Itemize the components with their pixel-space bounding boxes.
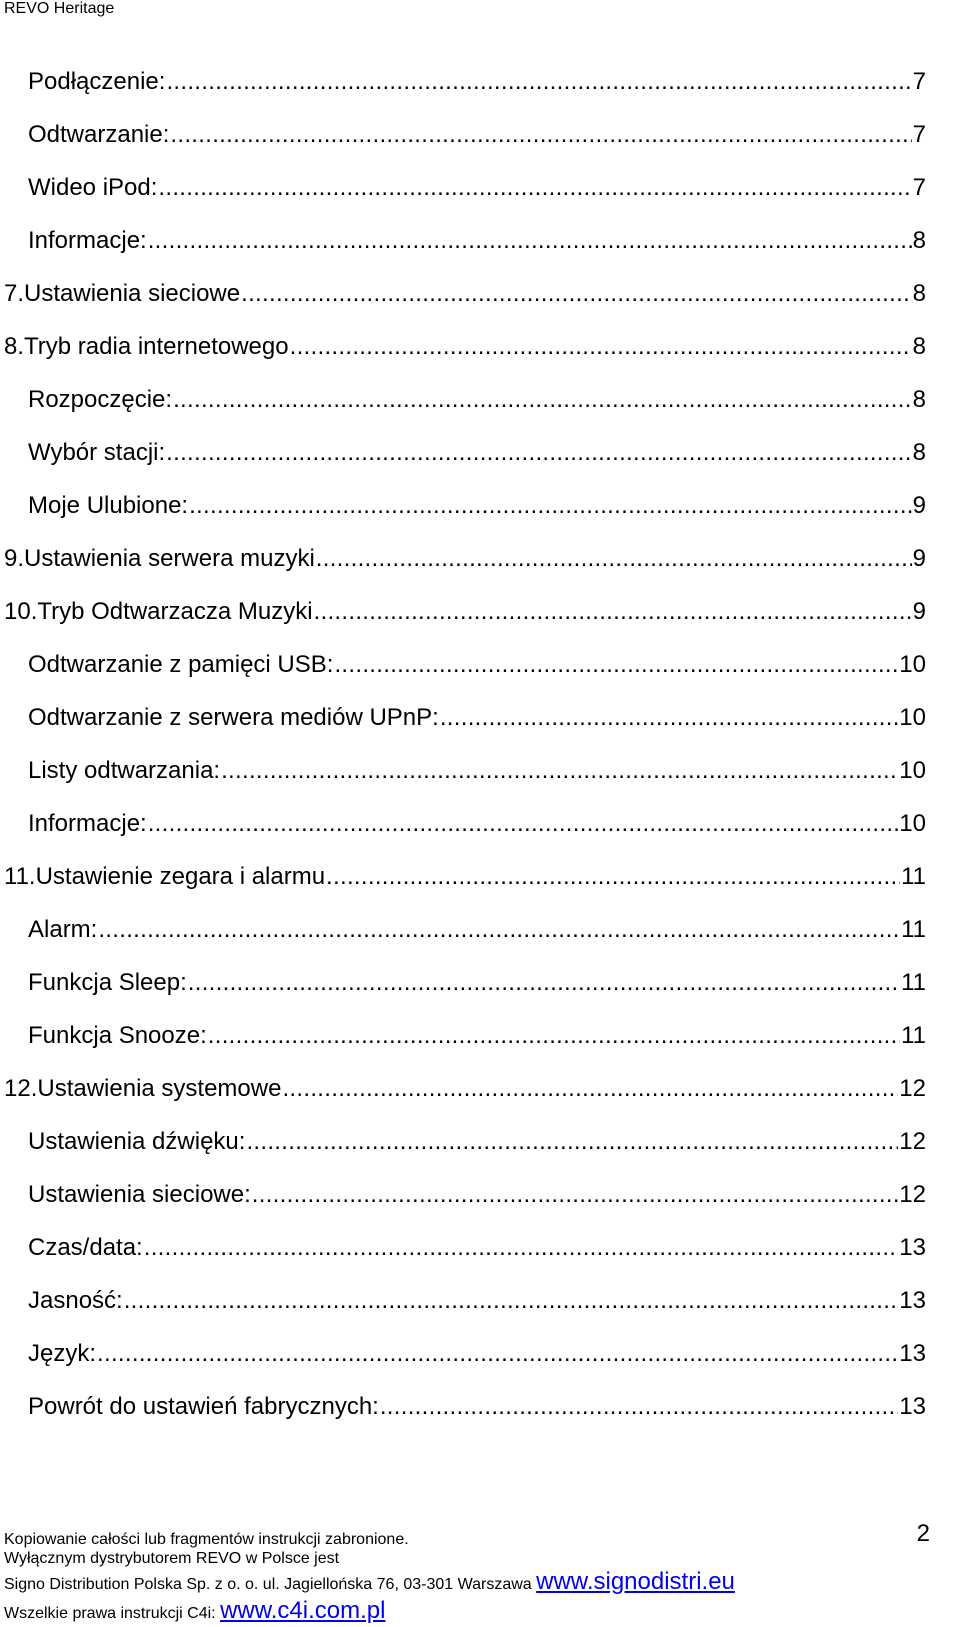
toc-leader-dots <box>440 698 898 738</box>
toc-entry-page[interactable]: 8 <box>912 439 926 466</box>
toc-leader-dots <box>314 592 912 632</box>
toc-leader-dots <box>246 1122 898 1162</box>
toc-entry-label[interactable]: Moje Ulubione: <box>28 492 189 519</box>
toc-entry-label[interactable]: Odtwarzanie z pamięci USB: <box>28 651 334 678</box>
toc-entry-label[interactable]: Funkcja Snooze: <box>28 1022 207 1049</box>
toc-entry-page[interactable]: 8 <box>912 280 926 307</box>
toc-entry-page[interactable]: 12 <box>899 1075 926 1102</box>
footer-company-line <box>4 1569 735 1598</box>
toc-entry-page[interactable]: 9 <box>912 545 926 572</box>
toc-entry[interactable] <box>28 221 926 261</box>
toc-entry[interactable] <box>4 327 926 367</box>
toc-entry-label[interactable]: Odtwarzanie: <box>28 121 170 148</box>
distributor-website-link[interactable]: www.signodistri.eu <box>536 1568 735 1595</box>
toc-entry-label[interactable]: Informacje: <box>28 810 147 837</box>
toc-entry-page[interactable]: 11 <box>901 1022 926 1049</box>
toc-entry-label[interactable]: Ustawienia dźwięku: <box>28 1128 246 1155</box>
toc-entry[interactable] <box>28 168 926 208</box>
toc-leader-dots <box>166 62 911 102</box>
toc-leader-dots <box>124 1281 899 1321</box>
toc-entry-page[interactable]: 9 <box>912 598 926 625</box>
toc-leader-dots <box>380 1387 898 1427</box>
toc-entry-page[interactable]: 10 <box>899 704 926 731</box>
toc-entry-page[interactable]: 11 <box>901 916 926 943</box>
toc-entry[interactable] <box>28 910 926 950</box>
toc-leader-dots <box>98 910 900 950</box>
toc-entry[interactable] <box>28 1281 926 1321</box>
page-number: 2 <box>916 1520 930 1547</box>
toc-entry-page[interactable]: 7 <box>912 121 926 148</box>
toc-leader-dots <box>173 380 912 420</box>
toc-entry-label[interactable]: 11.Ustawienie zegara i alarmu <box>4 863 326 890</box>
toc-entry-page[interactable]: 11 <box>901 863 926 890</box>
toc-entry[interactable] <box>28 1228 926 1268</box>
toc-leader-dots <box>170 115 911 155</box>
toc-entry-label[interactable]: 7.Ustawienia sieciowe <box>4 280 241 307</box>
toc-entry-label[interactable]: 9.Ustawienia serwera muzyki <box>4 545 315 572</box>
toc-entry-label[interactable]: Informacje: <box>28 227 147 254</box>
toc-leader-dots <box>252 1175 899 1215</box>
toc-entry[interactable] <box>28 1334 926 1374</box>
toc-entry[interactable] <box>28 1016 926 1056</box>
toc-entry-page[interactable]: 8 <box>912 333 926 360</box>
toc-entry[interactable] <box>4 274 926 314</box>
toc-entry-label[interactable]: Podłączenie: <box>28 68 166 95</box>
toc-entry[interactable] <box>28 380 926 420</box>
toc-entry-page[interactable]: 11 <box>901 969 926 996</box>
toc-leader-dots <box>158 168 911 208</box>
toc-entry[interactable] <box>4 857 926 897</box>
toc-entry-label[interactable]: 8.Tryb radia internetowego <box>4 333 289 360</box>
toc-entry-page[interactable]: 8 <box>912 227 926 254</box>
toc-leader-dots <box>290 327 912 367</box>
toc-entry-label[interactable]: 12.Ustawienia systemowe <box>4 1075 282 1102</box>
toc-entry[interactable] <box>28 486 926 526</box>
toc-leader-dots <box>144 1228 899 1268</box>
toc-entry-page[interactable]: 10 <box>899 757 926 784</box>
toc-leader-dots <box>316 539 912 579</box>
toc-entry-page[interactable]: 13 <box>899 1340 926 1367</box>
toc-entry-label[interactable]: Wybór stacji: <box>28 439 166 466</box>
toc-entry[interactable] <box>4 539 926 579</box>
toc-entry[interactable] <box>28 963 926 1003</box>
toc-entry-page[interactable]: 8 <box>912 386 926 413</box>
toc-entry[interactable] <box>28 1175 926 1215</box>
footer-distributor-line: Wyłącznym dystrybutorem REVO w Polsce jest <box>4 1550 340 1567</box>
toc-leader-dots <box>189 486 912 526</box>
toc-entry-label[interactable]: Odtwarzanie z serwera mediów UPnP: <box>28 704 439 731</box>
toc-entry-label[interactable]: Ustawienia sieciowe: <box>28 1181 251 1208</box>
document-header-title: REVO Heritage <box>4 0 115 17</box>
toc-entry[interactable] <box>4 592 926 632</box>
toc-entry-label[interactable]: Czas/data: <box>28 1234 143 1261</box>
toc-entry-label[interactable]: Wideo iPod: <box>28 174 158 201</box>
toc-leader-dots <box>188 963 900 1003</box>
toc-entry-page[interactable]: 13 <box>899 1393 926 1420</box>
toc-entry-label[interactable]: Jasność: <box>28 1287 123 1314</box>
toc-entry[interactable] <box>4 1069 926 1109</box>
footer-copy-notice: Kopiowanie całości lub fragmentów instrukcji zabronione. <box>4 1531 409 1548</box>
toc-leader-dots <box>241 274 912 314</box>
toc-entry[interactable] <box>28 62 926 102</box>
toc-leader-dots <box>221 751 898 791</box>
toc-entry-page[interactable]: 10 <box>899 651 926 678</box>
toc-leader-dots <box>148 221 912 261</box>
toc-entry-label[interactable]: Alarm: <box>28 916 98 943</box>
toc-entry[interactable] <box>28 804 926 844</box>
toc-entry-page[interactable]: 10 <box>899 810 926 837</box>
toc-entry-page[interactable]: 7 <box>912 174 926 201</box>
footer-company-text: Signo Distribution Polska Sp. z o. o. ul. Jagiellońska 76, 03-301 Warszawa <box>4 1576 532 1593</box>
c4i-website-link[interactable]: www.c4i.com.pl <box>220 1597 386 1624</box>
toc-leader-dots <box>148 804 899 844</box>
toc-entry[interactable] <box>28 751 926 791</box>
toc-leader-dots <box>97 1334 898 1374</box>
toc-entry[interactable] <box>28 698 926 738</box>
toc-entry-label[interactable]: Funkcja Sleep: <box>28 969 187 996</box>
toc-entry-label[interactable]: 10.Tryb Odtwarzacza Muzyki <box>4 598 313 625</box>
toc-leader-dots <box>208 1016 900 1056</box>
toc-entry-label[interactable]: Listy odtwarzania: <box>28 757 221 784</box>
toc-leader-dots <box>282 1069 898 1109</box>
footer-rights-line <box>4 1598 385 1627</box>
toc-entry[interactable] <box>28 1387 926 1427</box>
footer-rights-text: Wszelkie prawa instrukcji C4i: <box>4 1605 216 1622</box>
toc-entry-label[interactable]: Język: <box>28 1340 97 1367</box>
toc-entry[interactable] <box>28 433 926 473</box>
toc-entry-page[interactable]: 7 <box>912 68 926 95</box>
toc-entry-page[interactable]: 12 <box>899 1181 926 1208</box>
toc-entry[interactable] <box>28 115 926 155</box>
toc-entry-label[interactable]: Rozpoczęcie: <box>28 386 173 413</box>
toc-leader-dots <box>326 857 900 897</box>
toc-entry[interactable] <box>28 645 926 685</box>
toc-entry-page[interactable]: 13 <box>899 1287 926 1314</box>
toc-leader-dots <box>334 645 898 685</box>
toc-leader-dots <box>166 433 911 473</box>
toc-entry-page[interactable]: 13 <box>899 1234 926 1261</box>
toc-entry[interactable] <box>28 1122 926 1162</box>
toc-entry-page[interactable]: 12 <box>899 1128 926 1155</box>
toc-entry-label[interactable]: Powrót do ustawień fabrycznych: <box>28 1393 379 1420</box>
toc-entry-page[interactable]: 9 <box>912 492 926 519</box>
